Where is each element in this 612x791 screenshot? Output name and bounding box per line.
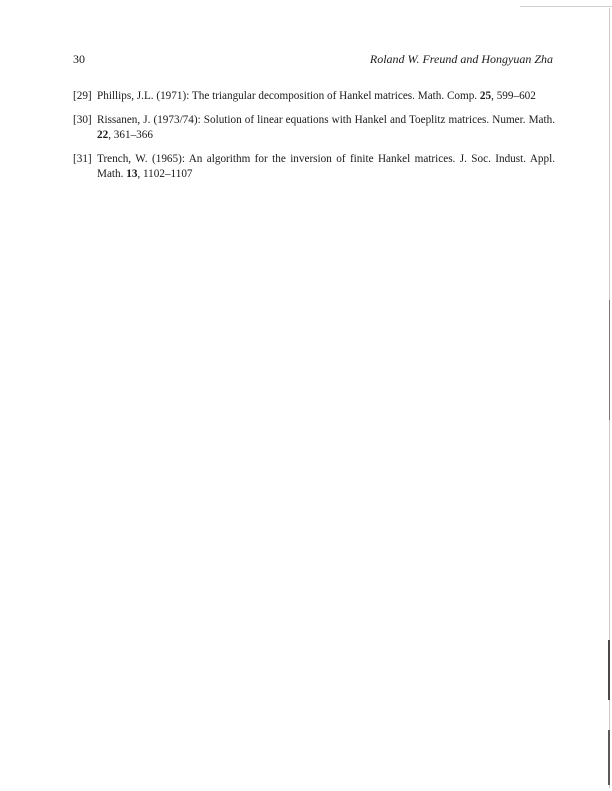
reference-body: Trench, W. (1965): An algorithm for the inversion of finite Hankel matrices. J. Soc. Indust. Appl. Math.: [97, 153, 555, 180]
reference-item: [73, 89, 555, 104]
reference-body: Phillips, J.L. (1971): The triangular decomposition of Hankel matrices. Math. Comp.: [97, 90, 480, 102]
page-number: 30: [73, 52, 85, 66]
scan-artifact-top-rule: [520, 6, 612, 7]
page-header: [73, 52, 553, 68]
reference-pages: , 361–366: [108, 129, 153, 141]
reference-volume: 25: [479, 90, 492, 102]
scan-artifact-edge-dark: [609, 300, 610, 420]
running-head: Roland W. Freund and Hongyuan Zha: [369, 52, 553, 66]
reference-list: [73, 89, 555, 191]
scan-artifact-edge-dark: [608, 730, 610, 785]
scan-artifact-edge-dark: [608, 640, 610, 700]
reference-pages: , 1102–1107: [137, 168, 193, 180]
reference-item: [73, 152, 555, 182]
reference-volume: 22: [97, 129, 109, 141]
reference-item: [73, 113, 555, 143]
reference-label: [30]: [73, 114, 92, 126]
reference-text: [97, 113, 555, 143]
reference-body: Rissanen, J. (1973/74): Solution of linear equations with Hankel and Toeplitz matrices. Numer. Math.: [97, 114, 555, 126]
reference-label: [29]: [73, 90, 92, 102]
reference-label: [31]: [73, 153, 92, 165]
reference-pages: , 599–602: [491, 90, 536, 102]
reference-text: [97, 89, 555, 104]
reference-text: [97, 152, 555, 182]
reference-volume: 13: [126, 168, 138, 180]
